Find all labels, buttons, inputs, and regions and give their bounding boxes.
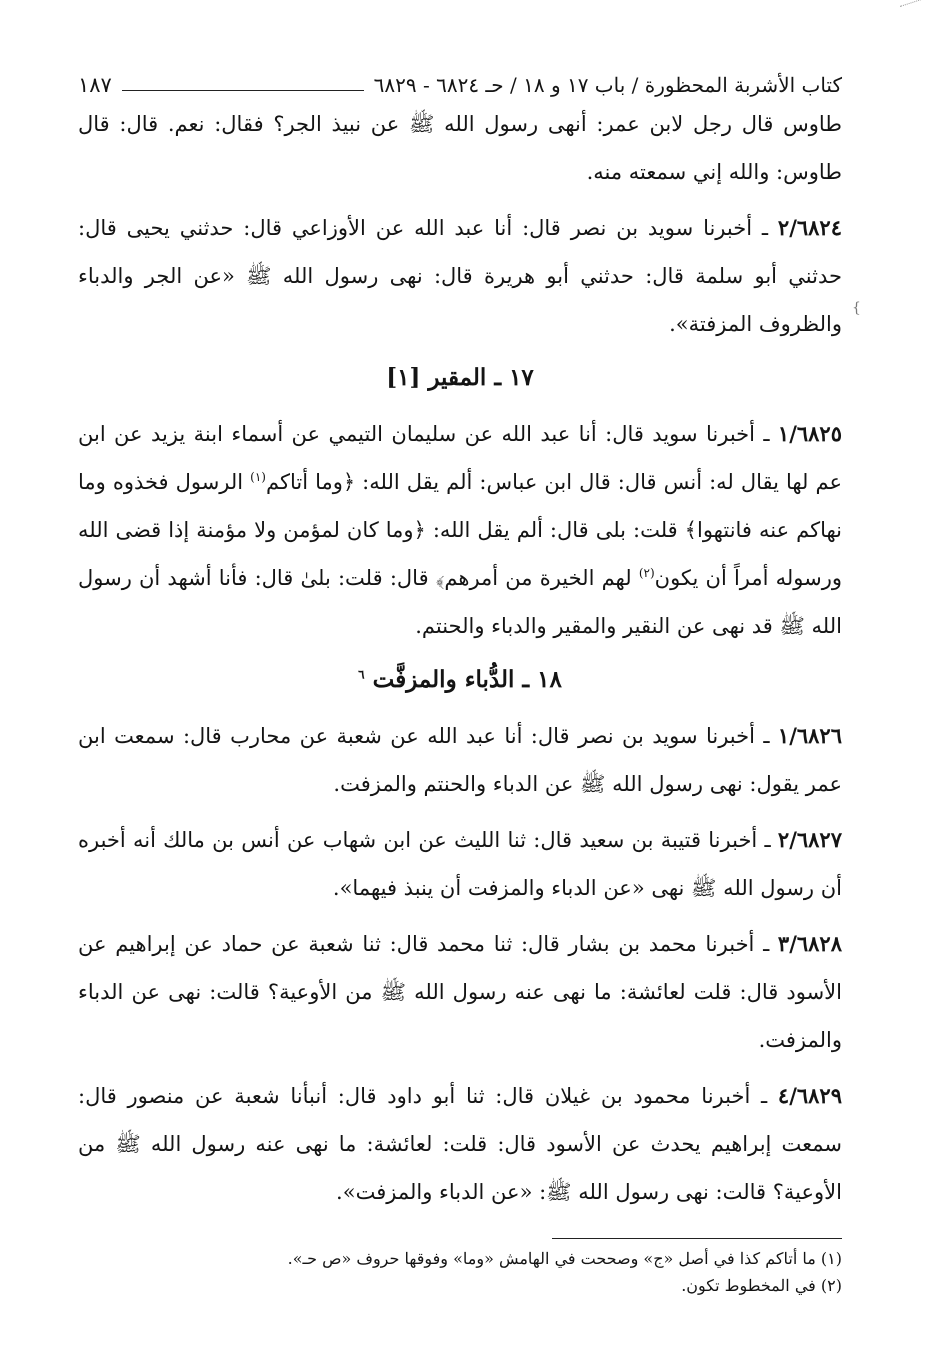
header-rule (122, 90, 364, 91)
hadith-6824 (78, 204, 842, 348)
hadith-number: ١/٦٨٢٥ (777, 421, 842, 446)
hadith-number: ٤/٦٨٢٩ (777, 1083, 842, 1108)
hadith-text: ـ أخبرنا قتيبة بن سعيد قال: ثنا الليث عن ابن شهاب عن أنس بن مالك أنه أخبره أن رسول الله ﷺ نهى «عن الدباء والمزفت أن ينبذ فيهما». (78, 828, 842, 900)
margin-bracket-mark: { (852, 300, 861, 316)
hadith-6826 (78, 712, 842, 808)
hadith-text: ـ أخبرنا سويد بن نصر قال: أنا عبد الله عن الأوزاعي قال: حدثني يحيى قال: حدثني أبو سلمة قال: حدثني أبو هريرة قال: نهى رسول الله ﷺ «عن الجر والدباء والظروف المزفتة». (78, 216, 842, 336)
paragraph-continuation (78, 100, 842, 196)
footnote-ref-2: (٢) (638, 566, 655, 580)
heading-text: ١٨ ـ الدُّباء والمزفَّت (372, 666, 562, 693)
hadith-6825 (78, 410, 842, 650)
hadith-text: الرسول فخذوه وما نهاكم عنه فانتهوا﴾ قلت: بلى قال: ألم يقل الله: ﴿وما كان لمؤمن ولا مؤمنة إذا قضى الله ورسوله أمراً أن يكون (78, 470, 842, 590)
hadith-text: ـ أخبرنا محمد بن بشار قال: ثنا محمد قال: ثنا شعبة عن حماد عن إبراهيم عن الأسود قال: قلت لعائشة: ما نهى عنه رسول الله ﷺ من الأوعية؟ قالت: نهى عن الدباء والمزفت. (78, 932, 842, 1052)
page-header (78, 66, 842, 100)
hadith-6828 (78, 920, 842, 1064)
section-heading-17 (78, 354, 842, 402)
heading-mark: [١] (386, 364, 421, 391)
hadith-text: ـ أخبرنا سويد قال: أنا عبد الله عن سليمان التيمي عن أسماء ابنة يزيد عن ابن عم لها يقال له: أنس قال: قال ابن عباس: ألم يقل الله: ﴿وما أتاكم (78, 422, 842, 494)
hadith-text: ـ أخبرنا محمود بن غيلان قال: ثنا أبو داود قال: أنبأنا شعبة عن منصور قال: سمعت إبراهيم يحدث عن الأسود قال: قلت: لعائشة: ما نهى عنه رسول الله ﷺ من الأوعية؟ قالت: نهى رسول الله ﷺ: «عن الدباء والمزفت». (78, 1084, 842, 1204)
footnote-separator (552, 1238, 842, 1239)
page-number: ١٨٧ (78, 73, 112, 97)
hadith-6827 (78, 816, 842, 912)
footnote-1: (١) ما أتاكم كذا في أصل «ج» وصححت في الهامش «وما» وفوقها حروف «ص حـ». (287, 1249, 842, 1268)
book-page (78, 66, 842, 1336)
paragraph-text: طاوس قال رجل لابن عمر: أنهى رسول الله ﷺ عن نبيذ الجر؟ فقال: نعم. قال: قال طاوس: والله إني سمعته منه. (78, 112, 842, 184)
heading-text: ١٧ ـ المقير (428, 364, 534, 391)
hadith-number: ٢/٦٨٢٧ (777, 827, 842, 852)
footnote-2: (٢) في المخطوط تكون. (681, 1276, 842, 1295)
section-heading-18 (78, 656, 842, 704)
hadith-text: لهم الخيرة من أمرهم﴾ قال: قلت: بلىٰ قال: فأنا أشهد أن رسول الله ﷺ قد نهى عن النقير والمقير والدباء والحنتم. (78, 566, 842, 638)
hadith-number: ٢/٦٨٢٤ (777, 215, 842, 240)
footnote-ref-1: (١) (250, 470, 266, 484)
hadith-number: ١/٦٨٢٦ (777, 723, 842, 748)
corner-pencil-mark (900, 0, 926, 16)
running-title: كتاب الأشربة المحظورة / باب ١٧ و ١٨ / حـ ٦٨٢٤ - ٦٨٢٩ (373, 73, 842, 97)
hadith-text: ـ أخبرنا سويد بن نصر قال: أنا عبد الله عن شعبة عن محارب قال: سمعت ابن عمر يقول: نهى رسول الله ﷺ عن الدباء والحنتم والمزفت. (78, 724, 842, 796)
hadith-number: ٣/٦٨٢٨ (777, 931, 842, 956)
heading-mark: ٦ (358, 667, 365, 682)
hadith-6829 (78, 1072, 842, 1216)
